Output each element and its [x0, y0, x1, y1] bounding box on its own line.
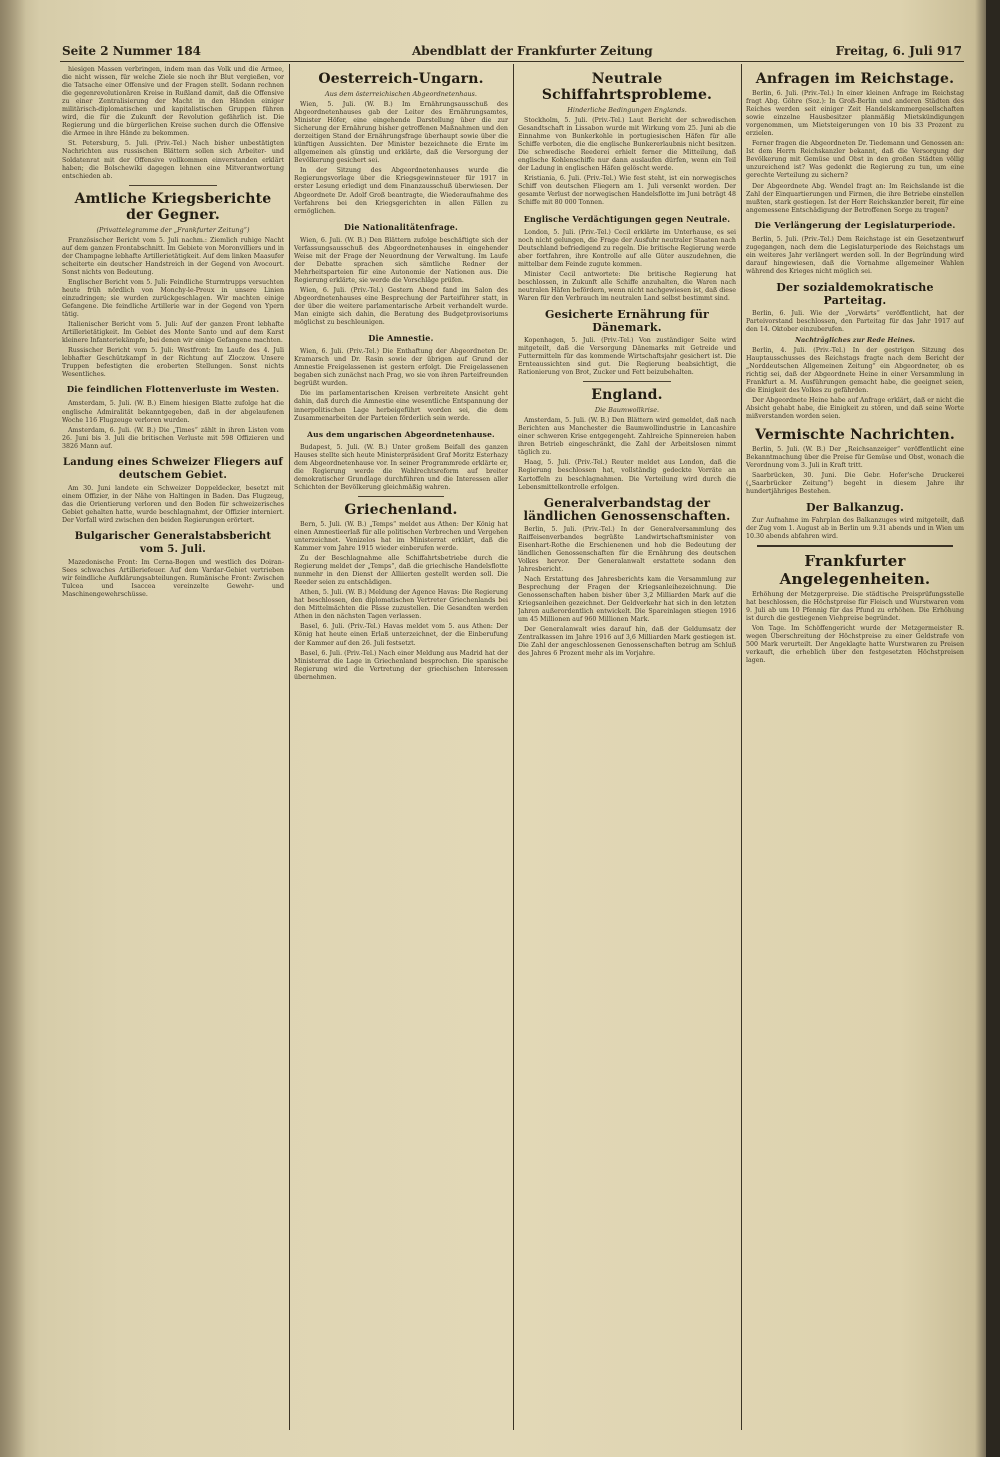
- article-text: Berlin, 6. Juli. (Priv.-Tel.) In einer kleinen Anfrage im Reichstag fragt Abg. Göhre (Soz.): In Groß-Berlin und anderen Städten des Reiches werden seit einiger Zeit Handelskammergesellschaften sowie einzelne Hausbesitzer planmäßig Mietskündigungen vorgenommen, um Mietsteigerungen von 10 bis 33 Prozent zu erzielen.: [746, 90, 964, 138]
- column-2: [294, 66, 508, 1426]
- article-text: Berlin, 5. Juli. (Priv.-Tel.) Dem Reichstage ist ein Gesetzentwurf zugegangen, nach dem die Legislaturperiode des Reichstags um ein weiteres Jahr verlängert werden soll. In der Begründung wird darauf hingewiesen, daß die Vornahme allgemeiner Wahlen während des Krieges nicht möglich sei.: [746, 235, 964, 275]
- separator: [358, 496, 444, 497]
- article-text: Italienischer Bericht vom 5. Juli: Auf der ganzen Front lebhafte Artillerietätigkeit. Im Gebiet des Monte Santo und auf dem Karst kleinere Infanteriekämpfe, bei denen wir einige Gefangene machten.: [62, 321, 284, 345]
- section-heading: Griechenland.: [344, 501, 458, 518]
- article-text: Athen, 5. Juli. (W. B.) Meldung der Agence Havas: Die Regierung hat beschlossen, den diplomatischen Vertreter Griechenlands bei den Mittelmächten die Pässe zuzustellen. Die Gesandten werden Athen in den nächsten Tagen verlassen.: [294, 589, 508, 621]
- section-subheading: Die Baumwollkrise.: [594, 406, 660, 415]
- section-heading: Generalverbandstag der ländlichen Genossenschaften.: [523, 495, 731, 523]
- article-text: Nach Erstattung des Jahresberichts kam die Versammlung zur Besprechung der Fragen der Kriegsanleihezeichnung. Die Genossenschaften haben bisher über 3,2 Milliarden Mark auf die Kriegsanleihen gezeichnet. Der Geldverkehr hat sich in den letzten Jahren außerordentlich entwickelt. Die Spareinlagen stiegen 1916 um 45 Millionen auf 960 Millionen Mark.: [518, 575, 736, 624]
- article-text: Erhöhung der Metzgerpreise. Die städtische Preisprüfungsstelle hat beschlossen, die Höchstpreise für Fleisch und Wurstwaren vom 9. Juli ab um 10 Pfennig für das Pfund zu erhöhen. Die Erhöhung ist durch die gestiegenen Viehpreise begründet.: [746, 590, 964, 623]
- section-heading: Amtliche Kriegsberichte der Gegner.: [74, 190, 272, 223]
- header-masthead: Abendblatt der Frankfurter Zeitung: [412, 44, 653, 58]
- article-text: Der Abgeordnete Abg. Wendel fragt an: Im Reichslande ist die Zahl der Einquartierungen und Firmen, die ihre Betriebe einstellen mußten, stark gestiegen. Ist der Herr Reichskanzler bereit, für eine angemessene Entschädigung der Betroffenen Sorge zu tragen?: [746, 182, 964, 214]
- section-heading: Frankfurter Angelegenheiten.: [779, 551, 931, 588]
- article-text: Kristiania, 6. Juli. (Priv.-Tel.) Wie fest steht, ist ein norwegisches Schiff von deutschen Fliegern am 1. Juli versenkt worden. Der gesamte Verlust der norwegischen Handelsflotte im Juni beträgt 48 Schiffe mit 80 000 Tonnen.: [518, 175, 736, 207]
- separator: [129, 185, 218, 186]
- article-text: Wien, 6. Juli. (Priv.-Tel.) Die Enthaftung der Abgeordneten Dr. Kramarsch und Dr. Rasin sowie der übrigen auf Grund der Amnestie Freigelassenen ist gestern erfolgt. Die Freigelassenen begaben sich zunächst nach Prag, wo sie von ihren Parteifreunden begrüßt wurden.: [294, 348, 508, 388]
- section-heading: Vermischte Nachrichten.: [755, 426, 955, 443]
- column-4: [746, 66, 964, 1426]
- section-subheading: Aus dem österreichischen Abgeordnetenhaus.: [325, 90, 477, 98]
- section-subheading: (Privattelegramme der „Frankfurter Zeitung“): [96, 225, 250, 234]
- article-text: In der Sitzung des Abgeordnetenhauses wurde die Regierungsvorlage über die Kriegsgewinnsteuer für 1917 in erster Lesung erledigt und dem Finanzausschuß überwiesen. Der Abgeordnete Dr. Adolf Groß beantragte, die Wiederaufnahme des Verfahrens bei den Kriegsgerichten in allen Fällen zu ermöglichen.: [294, 167, 508, 215]
- article-text: Berlin, 5. Juli. (Priv.-Tel.) In der Generalversammlung des Raiffeisenverbandes begrüßte Landwirtschaftsminister von Eisenhart-Rothe die Erschienenen und hob die Bedeutung der ländlichen Genossenschaften für die Ernährung des deutschen Volkes hervor. Der Generalanwalt erstattete sodann den Jahresbericht.: [518, 525, 736, 573]
- column-divider: [289, 64, 290, 1430]
- header-page-number: Seite 2 Nummer 184: [62, 44, 202, 58]
- section-heading: Englische Verdächtigungen gegen Neutrale.: [523, 213, 731, 224]
- article-text: Die im parlamentarischen Kreisen verbreitete Ansicht geht dahin, daß durch die Amnestie eine wesentliche Entspannung der innerpolitischen Lage herbeigeführt worden sei, die dem Zusammenarbeiten der Parteien förderlich sein werde.: [294, 390, 508, 422]
- header-rule: [60, 61, 964, 62]
- article-text: Amsterdam, 5. Juli. (W. B.) Den Blättern wird gemeldet, daß nach Berichten aus Manchester die Baumwollindustrie in Lancashire einer schweren Krise entgegengeht. Zahlreiche Spinnereien haben ihren Betrieb eingeschränkt, die Zahl der Arbeitslosen nimmt täglich zu.: [518, 417, 736, 457]
- article-text: Stockholm, 5. Juli. (Priv.-Tel.) Laut Bericht der schwedischen Gesandtschaft in Lissabon wurde mit Wirkung vom 25. Juni ab die Einnahme von Bunkerkohle in portugiesischen Häfen für alle Schiffe verboten, die die englische Bunkererlaubnis nicht besitzen. Die schwedische Reederei erhielt ferner die Mitteilung, daß englische Kohlenschiffe nur dann auslaufen dürfen, wenn ein Teil der Ladung in englischen Häfen gelöscht werde.: [518, 117, 736, 173]
- article-text: Ferner fragen die Abgeordneten Dr. Tiedemann und Genossen an: Ist dem Herrn Reichskanzler bekannt, daß die Versorgung der Bevölkerung mit Gemüse und Obst in den großen Städten völlig unzureichend ist? Was gedenkt die Regierung zu tun, um eine gerechte Verteilung zu sichern?: [746, 140, 964, 180]
- article-text: Saarbrücken, 30. Juni. Die Gebr. Hofer'sche Druckerei („Saarbrücker Zeitung“) begeht in diesem Jahre ihr hundertjähriges Bestehen.: [746, 471, 964, 495]
- article-text: London, 5. Juli. (Priv.-Tel.) Cecil erklärte im Unterhause, es sei noch nicht gelungen, die Frage der Ausfuhr neutraler Staaten nach Deutschland befriedigend zu regeln. Die britische Regierung werde aber fortfahren, ihre Kontrolle auf alle Güter auszudehnen, die mittelbar dem Feinde zugute kommen.: [518, 228, 736, 268]
- article-text: Minister Cecil antwortete: Die britische Regierung hat beschlossen, in Zukunft alle Schiffe anzuhalten, die Waren nach neutralen Häfen befördern, wenn nicht nachgewiesen ist, daß diese Waren für den Verbrauch im neutralen Land selbst bestimmt sind.: [518, 270, 736, 302]
- section-heading: Die Amnestie.: [368, 333, 434, 344]
- article-text: Zu der Beschlagnahme alle Schiffahrtsbetriebe durch die Regierung meldet der „Temps“, daß die griechische Handelsflotte nunmehr in den Dienst der Alliierten gestellt werden soll. Die Reeder seien zu entschädigen.: [294, 555, 508, 587]
- article-text: Berlin, 4. Juli. (Priv.-Tel.) In der gestrigen Sitzung des Hauptausschusses des Reichstags fragte nach dem Bericht der „Norddeutschen Allgemeinen Zeitung“ ein Abgeordneter, ob es richtig sei, daß der Abgeordnete Heine in einer Versammlung in Frankfurt a. M. Ausführungen gemacht habe, die geeignet seien, die Einigkeit des Volkes zu gefährden.: [746, 347, 964, 395]
- section-heading: Die feindlichen Flottenverluste im Westen.: [66, 385, 280, 396]
- article-text: Amsterdam, 5. Juli. (W. B.) Einem hiesigen Blatte zufolge hat die englische Admiralität bekanntgegeben, daß in der abgelaufenen Woche 116 Flugzeuge verloren wurden.: [62, 400, 284, 424]
- article-text: Basel, 6. Juli. (Priv.-Tel.) Nach einer Meldung aus Madrid hat der Ministerrat die Lage in Griechenland besprochen. Die spanische Regierung wird die Vertretung der griechischen Interessen übernehmen.: [294, 649, 508, 681]
- section-heading: Landung eines Schweizer Fliegers auf deutschem Gebiet.: [63, 456, 283, 481]
- column-1: [62, 66, 284, 1426]
- article-text: St. Petersburg, 5. Juli. (Priv.-Tel.) Nach bisher unbestätigten Nachrichten aus russischen Blättern sollen sich Arbeiter- und Soldatenrat mit der Offensive vollkommen einverstanden erklärt haben; die Bolschewiki dagegen lehnen eine Mitverantwortung entschieden ab.: [62, 140, 284, 180]
- article-text: Budapest, 5. Juli. (W. B.) Unter großem Beifall des ganzen Hauses stellte sich heute Ministerpräsident Graf Moritz Esterhazy dem Abgeordnetenhause vor. In seiner Programmrede erklärte er, die Regierung werde die Wahlrechtsreform auf breiter demokratischer Grundlage durchführen und die Interessen aller Schichten der Bevölkerung gleichmäßig wahren.: [294, 443, 508, 491]
- section-heading: Oesterreich-Ungarn.: [318, 71, 484, 87]
- article-text: Am 30. Juni landete ein Schweizer Doppeldecker, besetzt mit einem Offizier, in der Nähe von Haltingen in Baden. Das Flugzeug, das die Orientierung verloren und den Boden für schweizerisches Gebiet gehalten hatte, wurde beschlagnahmt, der Offizier interniert. Der Vorfall wird zwischen den beiden Regierungen erörtert.: [62, 484, 284, 524]
- article-text: Wien, 5. Juli. (W. B.) Im Ernährungsausschuß des Abgeordnetenhauses gab der Leiter des Ernährungsamtes, Minister Höfer, eine eingehende Darstellung über die zur Sicherung der Ernährung bisher getroffenen Maßnahmen und den derzeitigen Stand der Ernährungsfrage überhaupt sowie über die künftigen Aussichten. Der Minister bezeichnete die Ernte im allgemeinen als günstig und erklärte, daß die Versorgung der Bevölkerung gesichert sei.: [294, 101, 508, 165]
- section-heading: Gesicherte Ernährung für Dänemark.: [544, 307, 710, 334]
- article-text: Berlin, 6. Juli. Wie der „Vorwärts“ veröffentlicht, hat der Parteivorstand beschlossen, den Parteitag für das Jahr 1917 auf den 14. Oktober einzuberufen.: [746, 309, 964, 334]
- separator: [583, 381, 670, 382]
- section-heading: Der sozialdemokratische Parteitag.: [776, 280, 934, 307]
- article-text: Kopenhagen, 5. Juli. (Priv.-Tel.) Von zuständiger Seite wird mitgeteilt, daß die Versorgung Dänemarks mit Getreide und Futtermitteln für das kommende Wirtschaftsjahr gesichert ist. Die Ernteaussichten sind gut. Die Regierung beabsichtigt, die Rationierung von Brot, Zucker und Fett beizubehalten.: [518, 336, 736, 377]
- section-heading: England.: [591, 387, 663, 404]
- section-heading: Die Nationalitätenfrage.: [343, 221, 459, 232]
- column-divider: [741, 64, 742, 1430]
- section-heading: Aus dem ungarischen Abgeordnetenhause.: [307, 429, 495, 439]
- header-date: Freitag, 6. Juli 917: [835, 44, 962, 58]
- article-text: Zur Aufnahme im Fahrplan des Balkanzuges wird mitgeteilt, daß der Zug vom 1. August ab in Berlin um 9.31 abends und in Wien um 10.30 abends abfahren wird.: [746, 516, 964, 540]
- article-text: Russischer Bericht vom 5. Juli: Westfront: Im Laufe des 4. Juli lebhafter Geschützkampf in der Richtung auf Zloczow. Unsere Truppen befestigten die eroberten Stellungen. Sonst nichts Wesentliches.: [62, 347, 284, 379]
- article-text: Wien, 6. Juli. (W. B.) Den Blättern zufolge beschäftigte sich der Verfassungsausschuß des Abgeordnetenhauses in eingehender Weise mit der Frage der Neuordnung der Verwaltung. Im Laufe der Debatte sprachen sich sämtliche Redner der Mehrheitsparteien für eine Autonomie der Nationen aus. Die Regierung erklärte, sie werde die Vorschläge prüfen.: [294, 236, 508, 284]
- article-text: hiesigen Massen verbringen, indem man das Volk und die Armee, die nicht wissen, für welche Ziele sie noch ihr Blut vergießen, vor die Tatsache einer Offensive und der Fragen stellt. Sodann rechnen die gegenrevolutionären Kreise in Rußland damit, daß die Offensive zu einer Zentralisierung der Macht in den Händen einiger militärisch-diplomatischen und kapitalistischen Gruppen führen wird, die für die Zukunft der Revolution gefährlich ist. Die Regierung und die bürgerlichen Kreise suchen durch die Offensive die Armee in ihre Hände zu bekommen.: [62, 66, 284, 138]
- separator: [757, 545, 953, 547]
- article-text: Amsterdam, 6. Juli. (W. B.) Die „Times“ zählt in ihren Listen vom 26. Juni bis 3. Juli die britischen Verluste mit 598 Offizieren und 3826 Mann auf.: [62, 426, 284, 450]
- column-3: [518, 66, 736, 1426]
- article-text: Englischer Bericht vom 5. Juli: Feindliche Sturmtrupps versuchten heute früh nördlich von Monchy-le-Preux in unsere Linien einzudringen; sie wurden zurückgeschlagen. Wir machten einige Gefangene. Die feindliche Artillerie war in der Gegend von Ypern tätig.: [62, 278, 284, 319]
- article-text: Wien, 6. Juli. (Priv.-Tel.) Gestern Abend fand im Salon des Abgeordnetenhauses eine Besprechung der Parteiführer statt, in der über die weitere parlamentarische Arbeit verhandelt wurde. Man einigte sich dahin, die Beratung des Budgetprovisoriums möglichst zu beschleunigen.: [294, 286, 508, 327]
- article-text: Der Abgeordnete Heine habe auf Anfrage erklärt, daß er nicht die Absicht gehabt habe, die Einigkeit zu stören, und daß seine Worte mißverstanden worden seien.: [746, 397, 964, 421]
- section-subheading: Hinderliche Bedingungen Englands.: [567, 106, 687, 114]
- article-text: Mazedonische Front: Im Cerna-Bogen und westlich des Doiran-Sees schwaches Artilleriefeuer. Auf dem Vardar-Gebiet vertrieben wir feindliche Aufklärungsabteilungen. Rumänische Front: Zwischen Tulcea und Isaccea vereinzelte Gewehr- und Maschinengewehrschüsse.: [62, 558, 284, 599]
- section-heading: Die Verlängerung der Legislaturperiode.: [754, 220, 956, 231]
- article-text: Von Tage. Im Schöffengericht wurde der Metzgermeister R. wegen Überschreitung der Höchstpreise zu einer Geldstrafe von 500 Mark verurteilt. Der Angeklagte hatte Wurstwaren zu Preisen verkauft, die erheblich über den festgesetzten Höchstpreisen lagen.: [746, 625, 964, 665]
- page-header: [62, 44, 962, 60]
- section-heading: Der Balkanzug.: [805, 500, 905, 514]
- section-heading: Neutrale Schiffahrtsprobleme.: [541, 71, 713, 103]
- section-heading: Anfragen im Reichstage.: [755, 71, 955, 87]
- article-text: Berlin, 5. Juli. (W. B.) Der „Reichsanzeiger“ veröffentlicht eine Bekanntmachung über die Preise für Gemüse und Obst, wonach die Verordnung vom 3. Juli in Kraft tritt.: [746, 445, 964, 469]
- binding-shadow: [0, 0, 26, 1457]
- article-text: Französischer Bericht vom 5. Juli nachm.: Ziemlich ruhige Nacht auf dem ganzen Frontabschnitt. Im Gebiete von Moronvilliers und in der Champagne lebhafte Artillerietätigkeit. Auf dem linken Maasufer scheiterte ein deutscher Handstreich in der Gegend von Avocourt. Sonst nichts von Bedeutung.: [62, 236, 284, 276]
- page-edge: [986, 0, 1000, 1457]
- article-text: Der Generalanwalt wies darauf hin, daß der Geldumsatz der Zentralkassen im Jahre 1916 auf 3,6 Milliarden Mark gestiegen ist. Die Zahl der angeschlossenen Genossenschaften betrug am Schluß des Jahres 6 Prozent mehr als im Vorjahre.: [518, 626, 736, 658]
- article-text: Basel, 6. Juli. (Priv.-Tel.) Havas meldet vom 5. aus Athen: Der König hat heute einen Erlaß unterzeichnet, der die Einberufung der Kammer auf den 26. Juli festsetzt.: [294, 623, 508, 647]
- section-heading: Bulgarischer Generalstabsbericht vom 5. Juli.: [74, 530, 272, 555]
- article-text: Bern, 5. Juli. (W. B.) „Temps“ meldet aus Athen: Der König hat einen Amnestieerlaß für alle politischen Verbrechen und Vergehen unterzeichnet. Venizelos hat im Ministerrat erklärt, daß die Kammer vom Jahre 1915 wieder einberufen werde.: [294, 520, 508, 553]
- column-divider: [513, 64, 514, 1430]
- section-subheading: Nachträgliches zur Rede Heines.: [795, 336, 915, 345]
- article-text: Haag, 5. Juli. (Priv.-Tel.) Reuter meldet aus London, daß die Regierung beschlossen hat, vollständig gedeckte Vorräte an Kartoffeln zu beschlagnahmen. Die Verteilung wird durch die Lebensmittelkontrolle erfolgen.: [518, 459, 736, 491]
